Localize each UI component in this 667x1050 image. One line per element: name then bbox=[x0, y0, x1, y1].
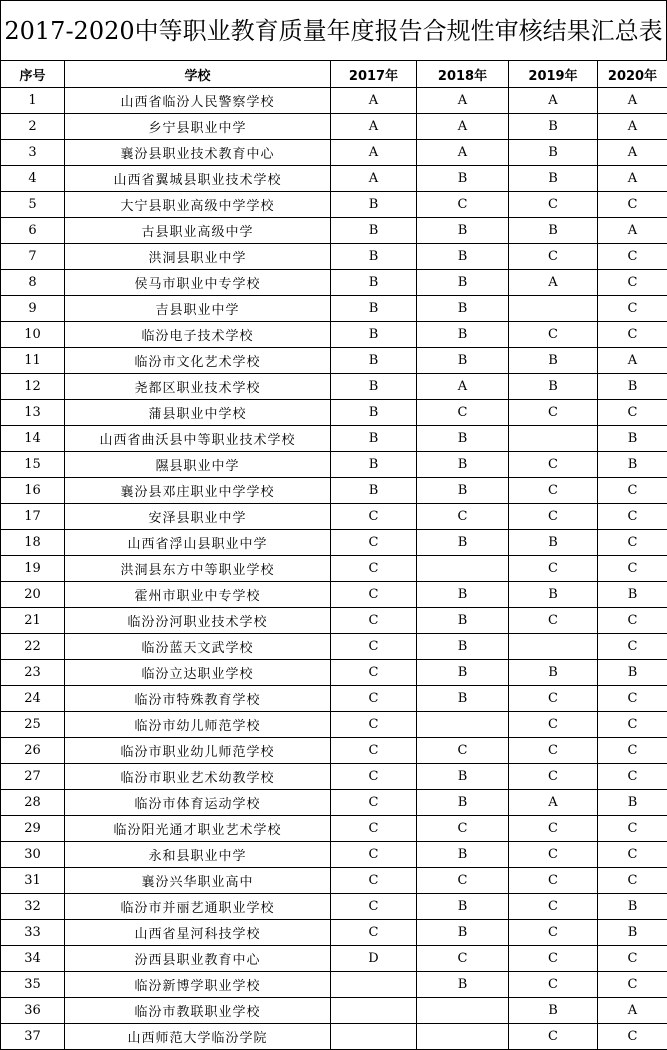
grade-2019: B bbox=[509, 530, 598, 556]
grade-2020: C bbox=[598, 634, 667, 660]
grade-2017 bbox=[331, 998, 417, 1024]
school-name: 蒲县职业中学校 bbox=[65, 400, 331, 426]
school-name: 乡宁县职业中学 bbox=[65, 114, 331, 140]
grade-2018: B bbox=[417, 582, 509, 608]
grade-2018: B bbox=[417, 972, 509, 998]
table-row bbox=[1, 296, 667, 322]
row-index: 29 bbox=[1, 816, 65, 842]
grade-2019: C bbox=[509, 556, 598, 582]
grade-2019 bbox=[509, 296, 598, 322]
table-row bbox=[1, 868, 667, 894]
grade-2018: B bbox=[417, 348, 509, 374]
school-name: 襄汾县职业技术教育中心 bbox=[65, 140, 331, 166]
row-index: 16 bbox=[1, 478, 65, 504]
grade-2019: A bbox=[509, 790, 598, 816]
grade-2020: C bbox=[598, 192, 667, 218]
school-name: 霍州市职业中专学校 bbox=[65, 582, 331, 608]
grade-2018: B bbox=[417, 686, 509, 712]
grade-2020: A bbox=[598, 348, 667, 374]
grade-2019: C bbox=[509, 712, 598, 738]
header-2017: 2017年 bbox=[331, 61, 417, 88]
grade-2019: C bbox=[509, 842, 598, 868]
table-body bbox=[1, 88, 667, 1050]
school-name: 山西省星河科技学校 bbox=[65, 920, 331, 946]
grade-2017: C bbox=[331, 816, 417, 842]
grade-2017: C bbox=[331, 686, 417, 712]
grade-2017: B bbox=[331, 478, 417, 504]
grade-2017: B bbox=[331, 452, 417, 478]
table-row bbox=[1, 1024, 667, 1050]
header-row bbox=[1, 61, 667, 88]
grade-2019: C bbox=[509, 946, 598, 972]
table-row bbox=[1, 270, 667, 296]
grade-2019: C bbox=[509, 972, 598, 998]
grade-2019: B bbox=[509, 166, 598, 192]
grade-2017: A bbox=[331, 114, 417, 140]
grade-2020: B bbox=[598, 660, 667, 686]
grade-2020: C bbox=[598, 764, 667, 790]
school-name: 临汾市文化艺术学校 bbox=[65, 348, 331, 374]
grade-2020: C bbox=[598, 556, 667, 582]
row-index: 2 bbox=[1, 114, 65, 140]
row-index: 30 bbox=[1, 842, 65, 868]
table-row bbox=[1, 400, 667, 426]
grade-2018: B bbox=[417, 920, 509, 946]
grade-2017: B bbox=[331, 374, 417, 400]
grade-2019: C bbox=[509, 764, 598, 790]
header-2020: 2020年 bbox=[598, 61, 667, 88]
table-row bbox=[1, 114, 667, 140]
grade-2020: C bbox=[598, 842, 667, 868]
grade-2019: A bbox=[509, 270, 598, 296]
row-index: 19 bbox=[1, 556, 65, 582]
grade-2019 bbox=[509, 634, 598, 660]
grade-2019: C bbox=[509, 244, 598, 270]
grade-2020: C bbox=[598, 1024, 667, 1050]
grade-2018: B bbox=[417, 244, 509, 270]
grade-2018: C bbox=[417, 738, 509, 764]
grade-2020: C bbox=[598, 504, 667, 530]
grade-2017: C bbox=[331, 608, 417, 634]
grade-2018: B bbox=[417, 322, 509, 348]
row-index: 1 bbox=[1, 88, 65, 114]
school-name: 襄汾兴华职业高中 bbox=[65, 868, 331, 894]
grade-2020: C bbox=[598, 972, 667, 998]
grade-2020: C bbox=[598, 270, 667, 296]
school-name: 临汾市体育运动学校 bbox=[65, 790, 331, 816]
grade-2017: B bbox=[331, 218, 417, 244]
header-2018: 2018年 bbox=[417, 61, 509, 88]
grade-2018: B bbox=[417, 842, 509, 868]
school-name: 山西省翼城县职业技术学校 bbox=[65, 166, 331, 192]
school-name: 临汾蓝天文武学校 bbox=[65, 634, 331, 660]
school-name: 临汾新博学职业学校 bbox=[65, 972, 331, 998]
grade-2018: B bbox=[417, 218, 509, 244]
grade-2017: C bbox=[331, 790, 417, 816]
grade-2017: D bbox=[331, 946, 417, 972]
school-name: 临汾市并丽艺通职业学校 bbox=[65, 894, 331, 920]
school-name: 襄汾县邓庄职业中学学校 bbox=[65, 478, 331, 504]
grade-2019: C bbox=[509, 608, 598, 634]
grade-2017: B bbox=[331, 322, 417, 348]
grade-2019: C bbox=[509, 894, 598, 920]
row-index: 26 bbox=[1, 738, 65, 764]
grade-2017: C bbox=[331, 842, 417, 868]
grade-2018: B bbox=[417, 478, 509, 504]
grade-2017: B bbox=[331, 296, 417, 322]
grade-2017: A bbox=[331, 166, 417, 192]
header-school: 学校 bbox=[65, 61, 331, 88]
table-row bbox=[1, 842, 667, 868]
grade-2017: A bbox=[331, 88, 417, 114]
table-row bbox=[1, 920, 667, 946]
grade-2020: C bbox=[598, 686, 667, 712]
grade-2020: C bbox=[598, 868, 667, 894]
grade-2019: C bbox=[509, 478, 598, 504]
table-row bbox=[1, 894, 667, 920]
row-index: 4 bbox=[1, 166, 65, 192]
table-row bbox=[1, 946, 667, 972]
grade-2019: B bbox=[509, 218, 598, 244]
table-row bbox=[1, 764, 667, 790]
row-index: 34 bbox=[1, 946, 65, 972]
grade-2020: B bbox=[598, 374, 667, 400]
grade-2019: B bbox=[509, 114, 598, 140]
table-row bbox=[1, 686, 667, 712]
school-name: 隰县职业中学 bbox=[65, 452, 331, 478]
grade-2019: B bbox=[509, 374, 598, 400]
grade-2019: C bbox=[509, 400, 598, 426]
grade-2019: C bbox=[509, 920, 598, 946]
row-index: 5 bbox=[1, 192, 65, 218]
grade-2019: C bbox=[509, 322, 598, 348]
row-index: 36 bbox=[1, 998, 65, 1024]
school-name: 山西省临汾人民警察学校 bbox=[65, 88, 331, 114]
grade-2018: B bbox=[417, 530, 509, 556]
grade-2019: B bbox=[509, 348, 598, 374]
table-row bbox=[1, 166, 667, 192]
row-index: 8 bbox=[1, 270, 65, 296]
grade-2020: A bbox=[598, 114, 667, 140]
row-index: 7 bbox=[1, 244, 65, 270]
table-row bbox=[1, 88, 667, 114]
grade-2020: A bbox=[598, 88, 667, 114]
grade-2017: C bbox=[331, 738, 417, 764]
table-row bbox=[1, 816, 667, 842]
table-title: 2017-2020中等职业教育质量年度报告合规性审核结果汇总表 bbox=[0, 0, 667, 60]
row-index: 25 bbox=[1, 712, 65, 738]
grade-2017: C bbox=[331, 582, 417, 608]
row-index: 14 bbox=[1, 426, 65, 452]
row-index: 22 bbox=[1, 634, 65, 660]
grade-2020: B bbox=[598, 920, 667, 946]
grade-2017 bbox=[331, 1024, 417, 1050]
row-index: 3 bbox=[1, 140, 65, 166]
grade-2019: C bbox=[509, 816, 598, 842]
table-row bbox=[1, 972, 667, 998]
grade-2018: C bbox=[417, 400, 509, 426]
row-index: 10 bbox=[1, 322, 65, 348]
row-index: 13 bbox=[1, 400, 65, 426]
school-name: 临汾立达职业学校 bbox=[65, 660, 331, 686]
school-name: 大宁县职业高级中学学校 bbox=[65, 192, 331, 218]
school-name: 洪洞县东方中等职业学校 bbox=[65, 556, 331, 582]
grade-2020: C bbox=[598, 400, 667, 426]
row-index: 12 bbox=[1, 374, 65, 400]
table-row bbox=[1, 478, 667, 504]
grade-2020: C bbox=[598, 608, 667, 634]
grade-2020: A bbox=[598, 998, 667, 1024]
table-row bbox=[1, 452, 667, 478]
grade-2019: C bbox=[509, 1024, 598, 1050]
grade-2018: B bbox=[417, 764, 509, 790]
grade-2018 bbox=[417, 998, 509, 1024]
row-index: 15 bbox=[1, 452, 65, 478]
grade-2020: B bbox=[598, 790, 667, 816]
school-name: 尧都区职业技术学校 bbox=[65, 374, 331, 400]
school-name: 洪洞县职业中学 bbox=[65, 244, 331, 270]
grade-2018: C bbox=[417, 868, 509, 894]
row-index: 17 bbox=[1, 504, 65, 530]
school-name: 侯马市职业中专学校 bbox=[65, 270, 331, 296]
school-name: 吉县职业中学 bbox=[65, 296, 331, 322]
grade-2017: C bbox=[331, 556, 417, 582]
grade-2017 bbox=[331, 972, 417, 998]
grade-2020: B bbox=[598, 894, 667, 920]
grade-2018: B bbox=[417, 452, 509, 478]
grade-2017: B bbox=[331, 400, 417, 426]
row-index: 18 bbox=[1, 530, 65, 556]
grade-2019 bbox=[509, 426, 598, 452]
grade-2017: C bbox=[331, 712, 417, 738]
grade-2020: C bbox=[598, 738, 667, 764]
table-row bbox=[1, 504, 667, 530]
grade-2019: C bbox=[509, 738, 598, 764]
table-row bbox=[1, 738, 667, 764]
grade-2019: C bbox=[509, 192, 598, 218]
school-name: 临汾汾河职业技术学校 bbox=[65, 608, 331, 634]
grade-2020: A bbox=[598, 166, 667, 192]
row-index: 20 bbox=[1, 582, 65, 608]
school-name: 临汾市职业艺术幼教学校 bbox=[65, 764, 331, 790]
grade-2020: C bbox=[598, 946, 667, 972]
grade-2018: B bbox=[417, 790, 509, 816]
row-index: 35 bbox=[1, 972, 65, 998]
grade-2020: C bbox=[598, 712, 667, 738]
grade-2020: B bbox=[598, 582, 667, 608]
grade-2018: A bbox=[417, 88, 509, 114]
table-row bbox=[1, 426, 667, 452]
grade-2018: A bbox=[417, 374, 509, 400]
table-row bbox=[1, 192, 667, 218]
table-row bbox=[1, 660, 667, 686]
header-2019: 2019年 bbox=[509, 61, 598, 88]
grade-2018: B bbox=[417, 296, 509, 322]
grade-2019: C bbox=[509, 868, 598, 894]
table-row bbox=[1, 140, 667, 166]
grade-2019: B bbox=[509, 998, 598, 1024]
row-index: 37 bbox=[1, 1024, 65, 1050]
grade-2020: B bbox=[598, 452, 667, 478]
grade-2019: B bbox=[509, 140, 598, 166]
header-index: 序号 bbox=[1, 61, 65, 88]
table-row bbox=[1, 348, 667, 374]
grade-2018: B bbox=[417, 894, 509, 920]
grade-2017: B bbox=[331, 270, 417, 296]
grade-2019: C bbox=[509, 452, 598, 478]
grade-2017: C bbox=[331, 868, 417, 894]
grade-2017: B bbox=[331, 426, 417, 452]
school-name: 临汾电子技术学校 bbox=[65, 322, 331, 348]
grade-2017: C bbox=[331, 660, 417, 686]
school-name: 山西师范大学临汾学院 bbox=[65, 1024, 331, 1050]
grade-2018: C bbox=[417, 946, 509, 972]
grade-2020: C bbox=[598, 296, 667, 322]
grade-2018: C bbox=[417, 192, 509, 218]
grade-2019: A bbox=[509, 88, 598, 114]
grade-2020: A bbox=[598, 140, 667, 166]
table-row bbox=[1, 556, 667, 582]
grade-2017: C bbox=[331, 504, 417, 530]
grade-2017: C bbox=[331, 920, 417, 946]
school-name: 安泽县职业中学 bbox=[65, 504, 331, 530]
grade-2017: B bbox=[331, 244, 417, 270]
row-index: 21 bbox=[1, 608, 65, 634]
row-index: 24 bbox=[1, 686, 65, 712]
row-index: 23 bbox=[1, 660, 65, 686]
grade-2018: B bbox=[417, 608, 509, 634]
row-index: 27 bbox=[1, 764, 65, 790]
grade-2020: C bbox=[598, 478, 667, 504]
school-name: 古县职业高级中学 bbox=[65, 218, 331, 244]
grade-2018: B bbox=[417, 270, 509, 296]
school-name: 临汾市幼儿师范学校 bbox=[65, 712, 331, 738]
table-row bbox=[1, 244, 667, 270]
grade-2017: C bbox=[331, 634, 417, 660]
grade-2017: C bbox=[331, 894, 417, 920]
grade-2017: B bbox=[331, 192, 417, 218]
grade-2017: C bbox=[331, 530, 417, 556]
row-index: 31 bbox=[1, 868, 65, 894]
table-row bbox=[1, 712, 667, 738]
school-name: 临汾市特殊教育学校 bbox=[65, 686, 331, 712]
school-name: 山西省曲沃县中等职业技术学校 bbox=[65, 426, 331, 452]
school-name: 永和县职业中学 bbox=[65, 842, 331, 868]
row-index: 32 bbox=[1, 894, 65, 920]
grade-2020: A bbox=[598, 218, 667, 244]
row-index: 9 bbox=[1, 296, 65, 322]
grade-2020: B bbox=[598, 426, 667, 452]
grade-2018 bbox=[417, 712, 509, 738]
grade-2019: C bbox=[509, 686, 598, 712]
table-row bbox=[1, 218, 667, 244]
grade-2018: C bbox=[417, 816, 509, 842]
grade-2019: B bbox=[509, 660, 598, 686]
grade-2020: C bbox=[598, 816, 667, 842]
grade-2018: B bbox=[417, 634, 509, 660]
grade-2017: C bbox=[331, 764, 417, 790]
school-name: 临汾阳光通才职业艺术学校 bbox=[65, 816, 331, 842]
grade-2018: A bbox=[417, 140, 509, 166]
grade-2017: B bbox=[331, 348, 417, 374]
grade-2020: C bbox=[598, 530, 667, 556]
table-row bbox=[1, 608, 667, 634]
row-index: 28 bbox=[1, 790, 65, 816]
grade-2018: C bbox=[417, 504, 509, 530]
grade-2018: B bbox=[417, 166, 509, 192]
grade-2018: A bbox=[417, 114, 509, 140]
grade-2017: A bbox=[331, 140, 417, 166]
grade-2018 bbox=[417, 1024, 509, 1050]
table-row bbox=[1, 634, 667, 660]
table-row bbox=[1, 998, 667, 1024]
school-name: 汾西县职业教育中心 bbox=[65, 946, 331, 972]
row-index: 33 bbox=[1, 920, 65, 946]
audit-results-table bbox=[0, 60, 667, 1050]
grade-2020: C bbox=[598, 244, 667, 270]
table-row bbox=[1, 530, 667, 556]
grade-2020: C bbox=[598, 322, 667, 348]
table-row bbox=[1, 374, 667, 400]
grade-2019: C bbox=[509, 504, 598, 530]
table-row bbox=[1, 790, 667, 816]
row-index: 11 bbox=[1, 348, 65, 374]
grade-2018: B bbox=[417, 426, 509, 452]
grade-2018 bbox=[417, 556, 509, 582]
grade-2019: B bbox=[509, 582, 598, 608]
table-row bbox=[1, 322, 667, 348]
grade-2018: B bbox=[417, 660, 509, 686]
school-name: 临汾市教联职业学校 bbox=[65, 998, 331, 1024]
school-name: 临汾市职业幼儿师范学校 bbox=[65, 738, 331, 764]
school-name: 山西省浮山县职业中学 bbox=[65, 530, 331, 556]
table-row bbox=[1, 582, 667, 608]
row-index: 6 bbox=[1, 218, 65, 244]
